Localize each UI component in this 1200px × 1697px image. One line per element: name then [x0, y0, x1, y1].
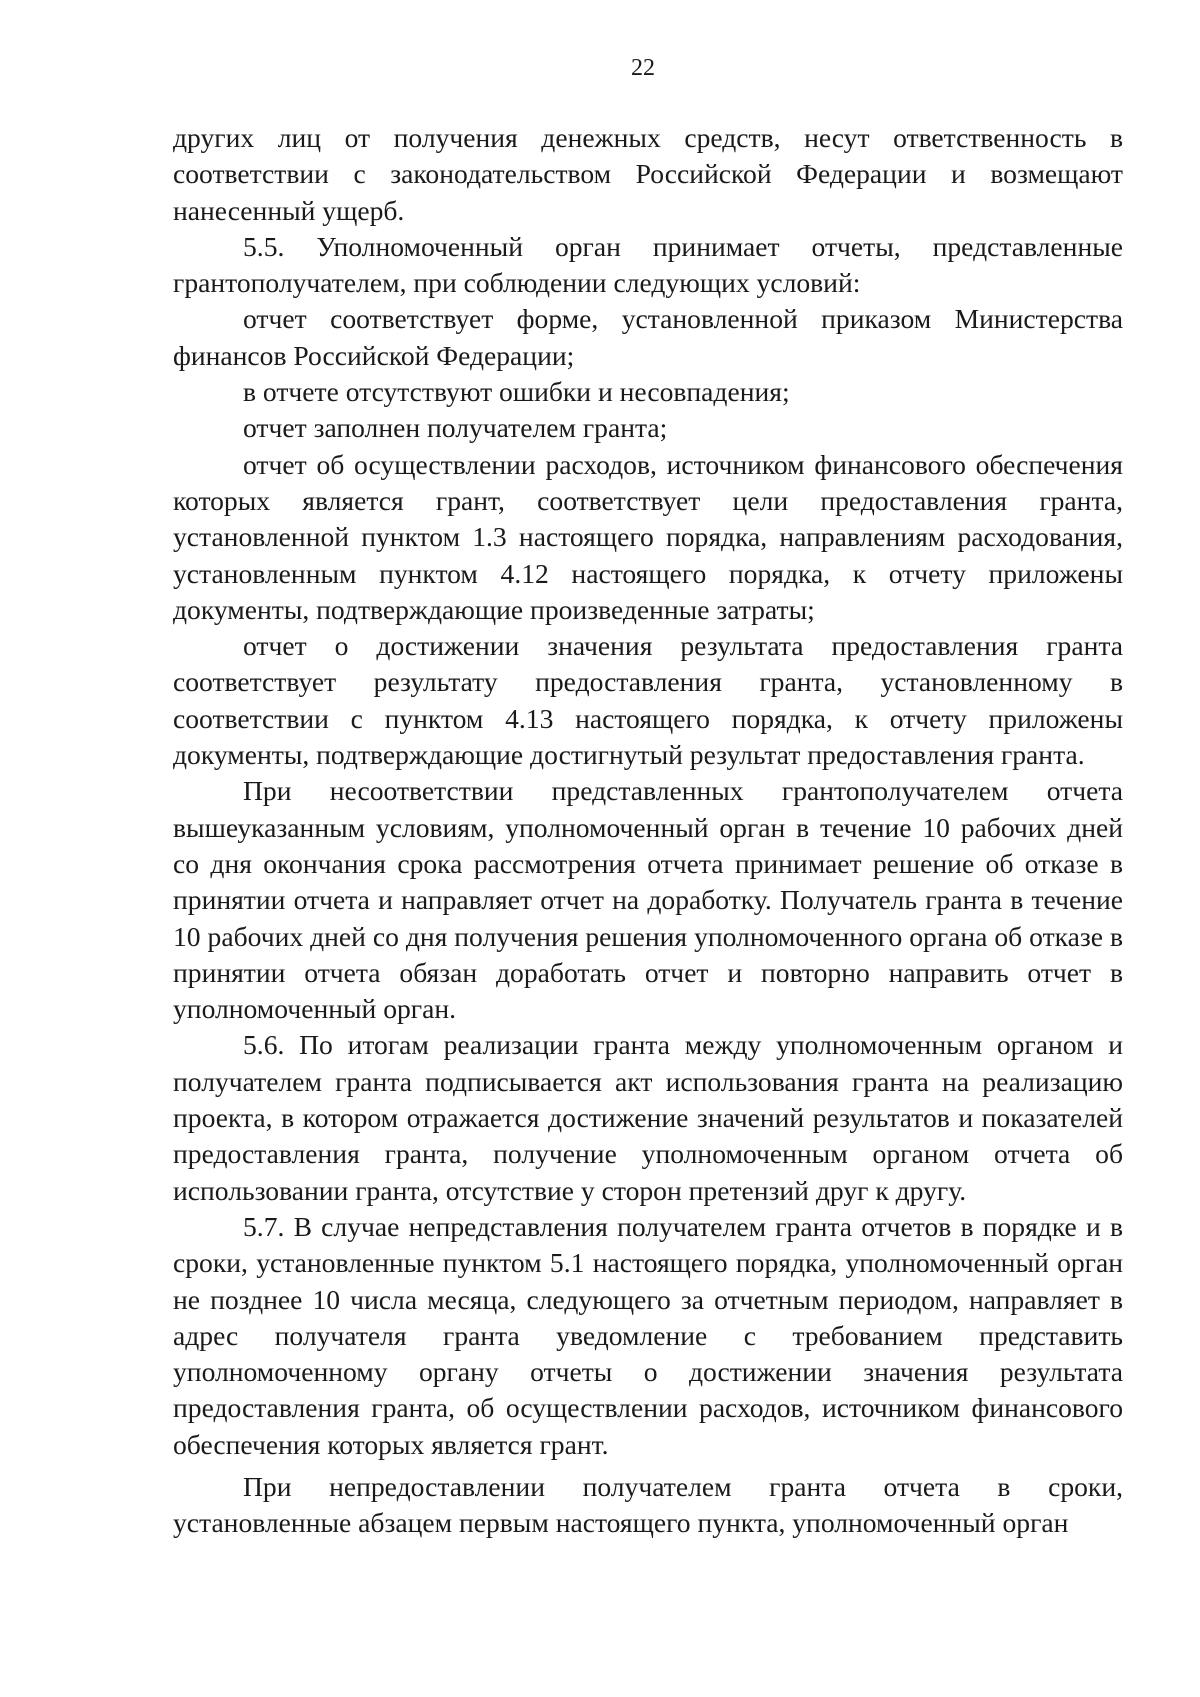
paragraph: отчет о достижении значения результата предоставления гранта соответствует результату предоставления гранта, установленному в соответствии с пунктом 4.13 настоящего порядка, к отчету приложены документы, подтверждающие достигнутый результат предоставления гранта. [173, 630, 1123, 771]
paragraph: 5.7. В случае непредставления получателем гранта отчетов в порядке и в сроки, установленные пунктом 5.1 настоящего порядка, уполномоченный орган не позднее 10 числа месяца, следующего за отчетным периодом, направляет в адрес получателя гранта уведомление с требованием представить уполномоченному органу отчеты о достижении значения результата предоставления гранта, об осуществлении расходов, источником финансового обеспечения которых является грант. [173, 1210, 1123, 1460]
page-number: 22 [631, 55, 655, 81]
paragraph: 5.5. Уполномоченный орган принимает отчеты, представленные грантополучателем, при соблюдении следующих условий: [173, 230, 1123, 299]
paragraph: отчет заполнен получателем гранта; [243, 412, 668, 444]
paragraph: других лиц от получения денежных средств, несут ответственность в соответствии с законодательством Российской Федерации и возмещают нанесенный ущерб. [173, 122, 1123, 226]
document-body [173, 120, 1123, 1542]
paragraph: в отчете отсутствуют ошибки и несовпадения; [243, 376, 790, 408]
paragraph: отчет соответствует форме, установленной приказом Министерства финансов Российской Федерации; [173, 303, 1123, 371]
paragraph: отчет об осуществлении расходов, источником финансового обеспечения которых является грант, соответствует цели предоставления гранта, установленной пунктом 1.3 настоящего порядка, направлениям расходования, установленным пунктом 4.12 настоящего порядка, к отчету приложены документы, подтверждающие произведенные затраты; [173, 448, 1123, 625]
paragraph: При несоответствии представленных грантополучателем отчета вышеуказанным условиям, уполномоченный орган в течение 10 рабочих дней со дня окончания срока рассмотрения отчета принимает решение об отказе в принятии отчета и направляет отчет на доработку. Получатель гранта в течение 10 рабочих дней со дня получения решения уполномоченного органа об отказе в принятии отчета обязан доработать отчет и повторно направить отчет в уполномоченный орган. [173, 775, 1123, 1025]
paragraph: При непредоставлении получателем гранта отчета в сроки, установленные абзацем первым настоящего пункта, уполномоченный орган [173, 1470, 1123, 1539]
paragraph: 5.6. По итогам реализации гранта между уполномоченным органом и получателем гранта подписывается акт использования гранта на реализацию проекта, в котором отражается достижение значений результатов и показателей предоставления гранта, получение уполномоченным органом отчета об использовании гранта, отсутствие у сторон претензий друг к другу. [173, 1029, 1123, 1206]
